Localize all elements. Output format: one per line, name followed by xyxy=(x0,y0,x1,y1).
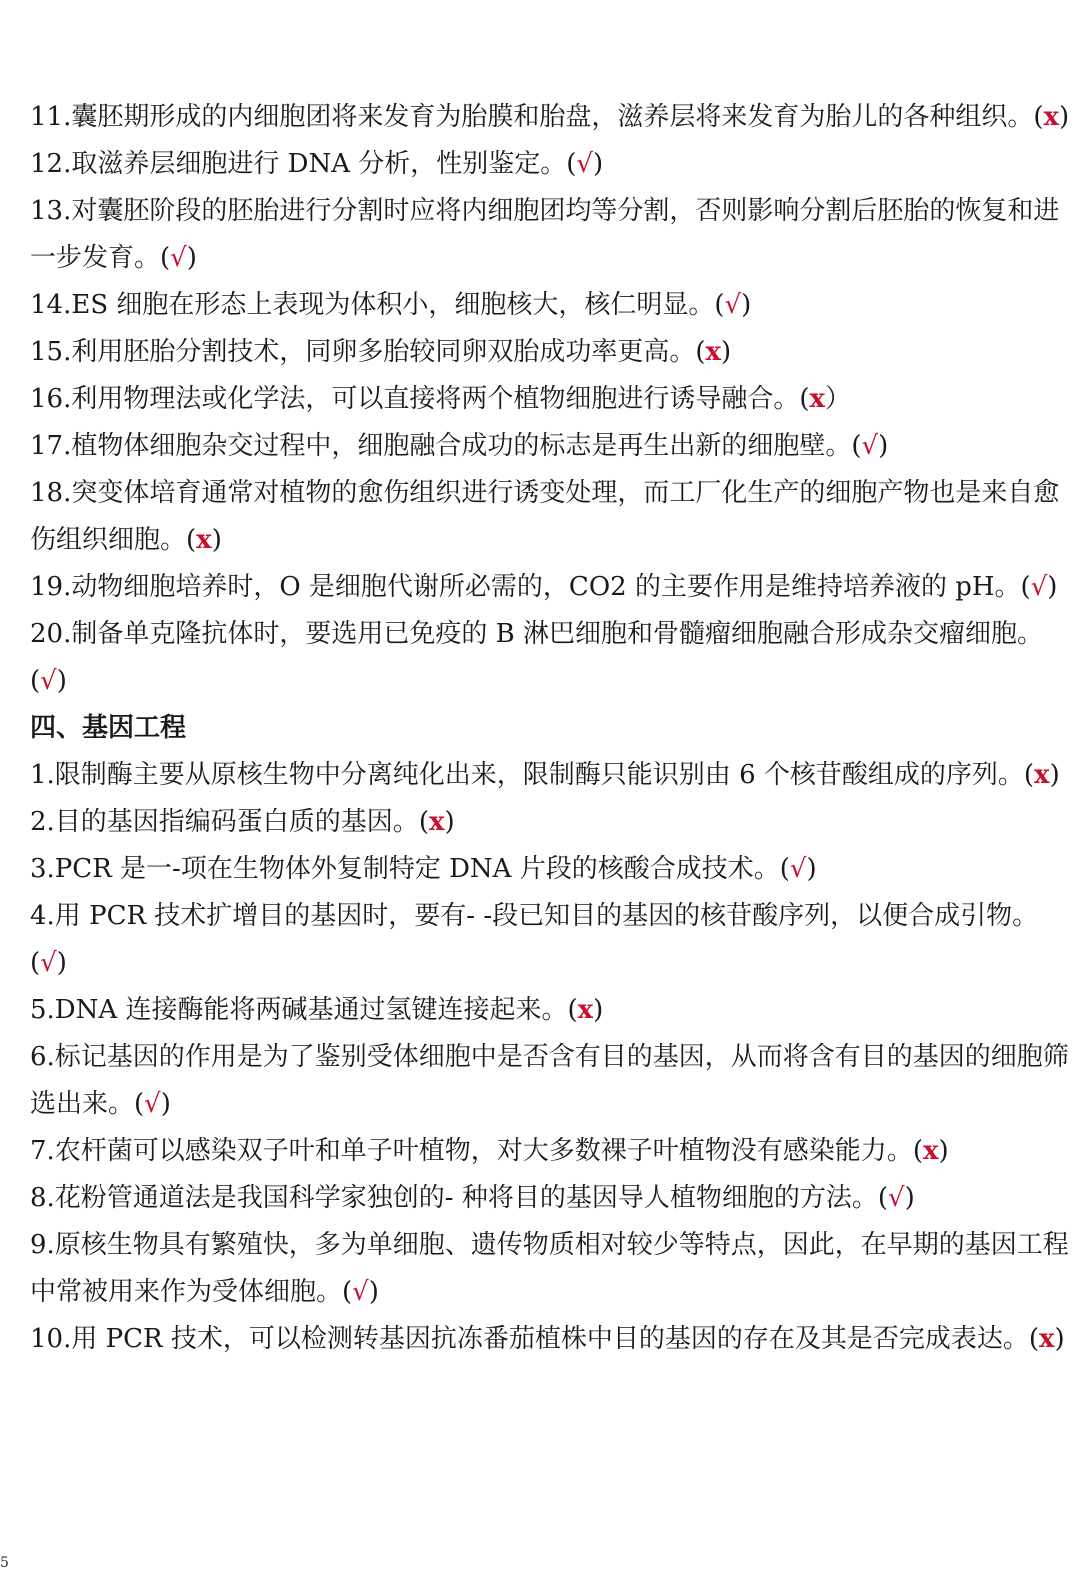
question-item xyxy=(30,1222,1070,1316)
question-text: 5.DNA 连接酶能将两碱基通过氢键连接起来。 xyxy=(30,995,568,1025)
question-text: 13.对囊胚阶段的胚胎进行分割时应将内细胞团均等分割，否则影响分割后胚胎的恢复和进一步发育。 xyxy=(30,196,1060,273)
answer-close-paren: ) xyxy=(56,666,67,696)
answer-close-paren: ) xyxy=(444,807,455,837)
question-text: 12.取滋养层细胞进行 DNA 分析，性别鉴定。 xyxy=(30,149,567,179)
question-item xyxy=(30,141,1070,188)
question-item xyxy=(30,1316,1070,1363)
question-text: 1.限制酶主要从原核生物中分离纯化出来，限制酶只能识别由 6 个核苷酸组成的序列。 xyxy=(30,760,1024,790)
section-4-list xyxy=(30,752,1070,1363)
question-item xyxy=(30,188,1070,282)
question-item xyxy=(30,799,1070,846)
answer-wrong-mark: x xyxy=(705,337,722,367)
answer-close-paren: ) xyxy=(160,1089,171,1119)
answer-correct-mark: √ xyxy=(144,1089,161,1119)
question-item xyxy=(30,282,1070,329)
answer-wrong-mark: x xyxy=(922,1136,939,1166)
answer-open-paren: ( xyxy=(566,149,577,179)
answer-close-paren: ) xyxy=(904,1183,915,1213)
answer-wrong-mark: x xyxy=(809,384,826,414)
question-text: 10.用 PCR 技术，可以检测转基因抗冻番茄植株中目的基因的存在及其是否完成表达。 xyxy=(30,1324,1029,1354)
answer-close-paren: ) xyxy=(1059,102,1070,132)
answer-wrong-mark: x xyxy=(196,525,212,555)
answer-correct-mark: √ xyxy=(576,149,593,179)
question-text: 11.囊胚期形成的内细胞团将来发育为胎膜和胎盘，滋养层将来发育为胎儿的各种组织。 xyxy=(30,102,1034,132)
question-text: 6.标记基因的作用是为了鉴别受体细胞中是否含有目的基因，从而将含有目的基因的细胞筛选出来。 xyxy=(30,1042,1069,1119)
answer-open-paren: ( xyxy=(418,807,429,837)
answer-close-paren: ) xyxy=(721,337,732,367)
page-corner-mark: 5 xyxy=(0,1555,9,1571)
answer-wrong-mark: x xyxy=(428,807,445,837)
answer-open-paren: ( xyxy=(877,1183,889,1213)
question-item xyxy=(30,1034,1070,1128)
answer-open-paren: ( xyxy=(799,384,810,414)
question-item xyxy=(30,470,1070,564)
answer-wrong-mark: x xyxy=(577,995,594,1025)
answer-open-paren: ( xyxy=(1033,102,1044,132)
document-body xyxy=(30,94,1070,1363)
question-text: 2.目的基因指编码蛋白质的基因。 xyxy=(30,807,419,837)
question-text: 7.农杆菌可以感染双子叶和单子叶植物，对大多数裸子叶植物没有感染能力。 xyxy=(30,1136,913,1166)
answer-close-paren: ) xyxy=(1049,760,1060,790)
answer-wrong-mark: x xyxy=(1043,102,1060,132)
question-item xyxy=(30,1128,1070,1175)
answer-close-paren: ) xyxy=(741,290,752,320)
answer-open-paren: ( xyxy=(160,243,171,273)
answer-close-paren: ) xyxy=(368,1277,379,1307)
answer-close-paren: ) xyxy=(1047,572,1058,602)
answer-open-paren: ( xyxy=(1023,760,1035,790)
answer-close-paren: ) xyxy=(211,525,222,555)
answer-correct-mark: √ xyxy=(352,1277,369,1307)
answer-open-paren: ( xyxy=(567,995,578,1025)
question-text: 18.突变体培育通常对植物的愈伤组织进行诱变处理，而工厂化生产的细胞产物也是来自愈伤组织细胞。 xyxy=(30,478,1060,555)
question-text: 9.原核生物具有繁殖快，多为单细胞、遗传物质相对较少等特点，因此，在早期的基因工程中常被用来作为受体细胞。 xyxy=(30,1230,1069,1307)
answer-wrong-mark: x xyxy=(1039,1324,1055,1354)
answer-wrong-mark: x xyxy=(1034,760,1050,790)
question-item xyxy=(30,94,1070,141)
question-item xyxy=(30,987,1070,1034)
answer-close-paren: ) xyxy=(878,431,889,461)
answer-correct-mark: √ xyxy=(861,431,879,461)
answer-open-paren: ( xyxy=(30,948,41,978)
answer-open-paren: ( xyxy=(30,666,41,696)
answer-correct-mark: √ xyxy=(724,290,742,320)
section-3-list xyxy=(30,94,1070,705)
section-heading: 四、基因工程 xyxy=(30,713,187,743)
question-item xyxy=(30,329,1070,376)
answer-correct-mark: √ xyxy=(170,243,187,273)
answer-close-paren: ） xyxy=(825,384,852,414)
question-text: 15.利用胚胎分割技术，同卵多胎较同卵双胎成功率更高。 xyxy=(30,337,696,367)
question-text: 3.PCR 是一-项在生物体外复制特定 DNA 片段的核酸合成技术。 xyxy=(30,854,780,884)
answer-correct-mark: √ xyxy=(789,854,807,884)
question-text: 16.利用物理法或化学法，可以直接将两个植物细胞进行诱导融合。 xyxy=(30,384,800,414)
answer-open-paren: ( xyxy=(186,525,197,555)
answer-correct-mark: √ xyxy=(1030,572,1048,602)
answer-close-paren: ) xyxy=(593,149,604,179)
answer-open-paren: ( xyxy=(779,854,790,884)
question-item xyxy=(30,423,1070,470)
answer-close-paren: ) xyxy=(938,1136,949,1166)
answer-open-paren: ( xyxy=(851,431,862,461)
answer-open-paren: ( xyxy=(134,1089,145,1119)
question-text: 14.ES 细胞在形态上表现为体积小，细胞核大，核仁明显。 xyxy=(30,290,715,320)
answer-close-paren: ) xyxy=(593,995,604,1025)
question-text: 19.动物细胞培养时，O 是细胞代谢所必需的，CO2 的主要作用是维持培养液的 pH。 xyxy=(30,572,1021,602)
answer-open-paren: ( xyxy=(1028,1324,1039,1354)
answer-correct-mark: √ xyxy=(40,666,57,696)
answer-open-paren: ( xyxy=(1020,572,1031,602)
answer-close-paren: ) xyxy=(186,243,197,273)
question-item xyxy=(30,846,1070,893)
answer-close-paren: ) xyxy=(806,854,817,884)
question-text: 20.制备单克隆抗体时，要选用已免疫的 B 淋巴细胞和骨髓瘤细胞融合形成杂交瘤细胞。 xyxy=(30,619,1043,649)
question-text: 4.用 PCR 技术扩增目的基因时，要有- -段已知目的基因的核苷酸序列，以便合成引物。 xyxy=(30,901,1039,931)
answer-correct-mark: √ xyxy=(40,948,57,978)
answer-correct-mark: √ xyxy=(888,1183,905,1213)
question-item xyxy=(30,752,1070,799)
question-item xyxy=(30,1175,1070,1222)
question-item xyxy=(30,376,1070,423)
question-text: 17.植物体细胞杂交过程中，细胞融合成功的标志是再生出新的细胞壁。 xyxy=(30,431,852,461)
question-item xyxy=(30,564,1070,611)
question-item xyxy=(30,611,1070,705)
answer-close-paren: ) xyxy=(1054,1324,1065,1354)
answer-close-paren: ) xyxy=(56,948,67,978)
question-item xyxy=(30,893,1070,987)
answer-open-paren: ( xyxy=(912,1136,923,1166)
answer-open-paren: ( xyxy=(695,337,706,367)
question-text: 8.花粉管通道法是我国科学家独创的- 种将目的基因导人植物细胞的方法。 xyxy=(30,1183,878,1213)
answer-open-paren: ( xyxy=(342,1277,353,1307)
answer-open-paren: ( xyxy=(714,290,725,320)
